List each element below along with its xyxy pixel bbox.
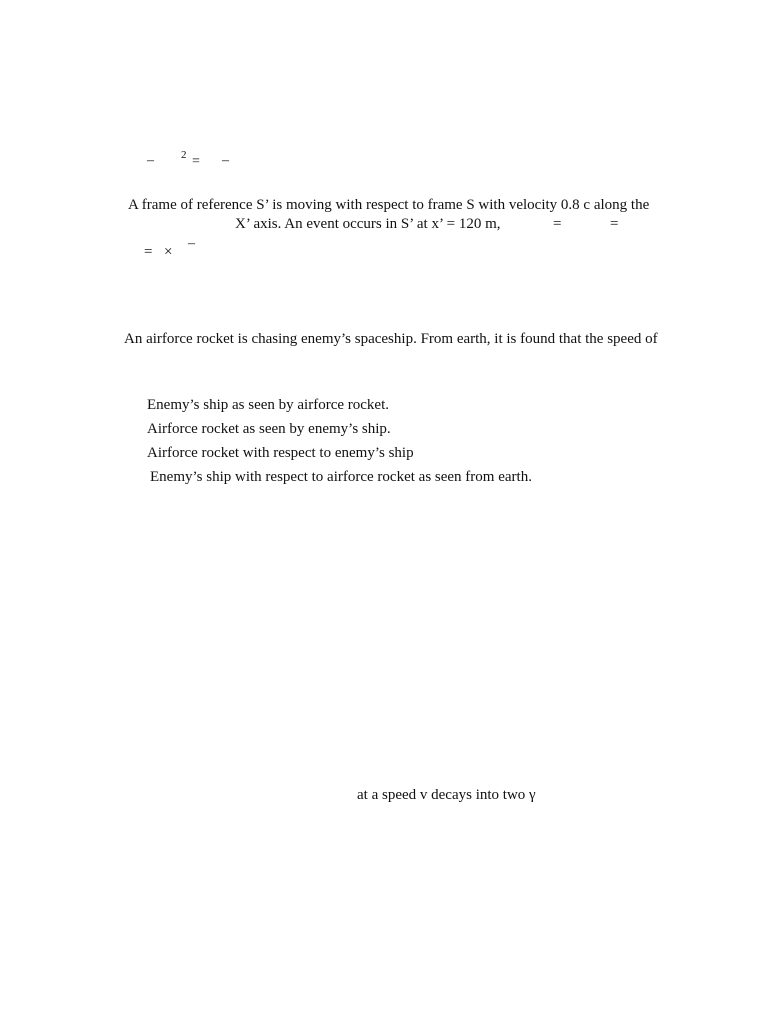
- problem-text-line: X’ axis. An event occurs in S’ at x’ = 120 m,: [235, 216, 501, 232]
- problem-text-line: A frame of reference S’ is moving with respect to frame S with velocity 0.8 c along the: [128, 197, 650, 213]
- equation-equals: =: [610, 216, 619, 232]
- list-item: Airforce rocket with respect to enemy’s ship: [147, 445, 414, 461]
- list-item: Enemy’s ship as seen by airforce rocket.: [147, 397, 389, 413]
- problem-text-fragment: at a speed v decays into two γ: [357, 787, 536, 803]
- problem-text-line: An airforce rocket is chasing enemy’s spaceship. From earth, it is found that the speed of: [124, 331, 658, 347]
- list-item: Airforce rocket as seen by enemy’s ship.: [147, 421, 391, 437]
- equation-dash: –: [147, 153, 154, 168]
- equation-dash: –: [188, 236, 195, 251]
- superscript-two: 2: [181, 149, 187, 161]
- equation-dash: –: [222, 153, 229, 168]
- list-item: Enemy’s ship with respect to airforce rocket as seen from earth.: [150, 469, 532, 485]
- times-symbol: ×: [164, 244, 173, 260]
- equation-equals: =: [553, 216, 562, 232]
- equation-equals: =: [144, 244, 153, 260]
- equation-equals: =: [192, 154, 200, 169]
